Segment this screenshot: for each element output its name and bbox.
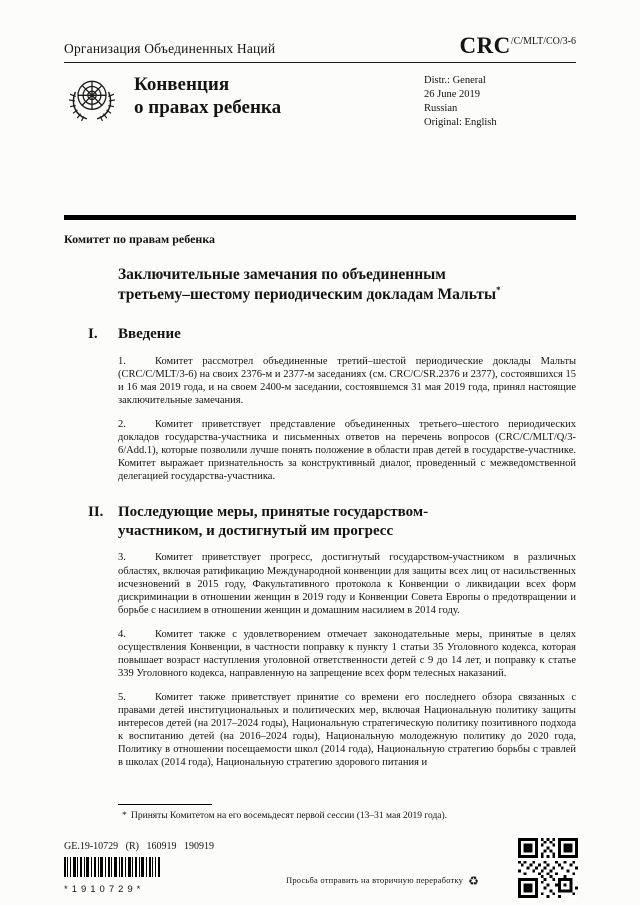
paragraph-4-text: Комитет также с удовлетворением отмечает законодательные меры, принятые в целях осуществления Конвенции, в частности поправку к пункту 1 статьи 35 Уголовного кодекса, которая повышает возраст наступления уголовной ответственности детей с 9 до 14 лет, и поправку к статье 339 Уголовного кодекса, направленную на запрещение всех форм телесных наказаний.: [118, 628, 576, 679]
paragraph-2: [118, 418, 576, 483]
title-footnote-marker: *: [496, 285, 501, 296]
paragraph-1: [118, 355, 576, 407]
paragraph-3-text: Комитет приветствует прогресс, достигнутый государством-участником в различных областях, включая ратификацию Международной конвенции для защиты всех лиц от насильственных исчезновений в 2015 году, Факультативного протокола к Конвенции о ликвидации всех форм дискриминации в отношении женщин в 2019 году и Конвенции Совета Европы о предотвращении и борьбе с насилием в отношении женщин и домашним насилием в 2014 году.: [118, 552, 576, 616]
barcode-text: *1910729*: [64, 884, 145, 895]
paragraph-4: [118, 628, 576, 680]
document-symbol-prefix: CRC: [459, 33, 511, 58]
footnote-text: Приняты Комитетом на его восемьдесят первой сессии (13–31 мая 2019 года).: [131, 811, 448, 821]
section-1-number: I.: [88, 326, 98, 343]
barcode-block: [64, 857, 164, 895]
document-header: [64, 34, 576, 63]
footnote: [118, 804, 548, 822]
paragraph-3-number: 3.: [118, 552, 126, 564]
section-2-heading: [64, 503, 576, 541]
section-1-heading: [64, 325, 576, 344]
qr-code-icon: [518, 838, 578, 898]
distribution-date: 26 June 2019: [424, 88, 480, 100]
paragraph-1-number: 1.: [118, 355, 126, 367]
footnote-marker: *: [122, 811, 127, 821]
ge-reference-number: GE.19-10729 (R) 160919 190919: [64, 841, 214, 852]
document-symbol: [459, 34, 576, 57]
section-1-title: Введение: [118, 326, 181, 343]
paragraph-2-text: Комитет приветствует представление объединенных третьего–шестого периодических докладов государства-участника и письменных ответов на перечень вопросов (CRC/C/MLT/Q/3-6/Add.1), которые позволили лучше понять положение в области прав детей в государстве-участнике. Комитет выражает признательность за конструктивный диалог, проведенный с межведомственной делегацией государства-участника.: [118, 418, 576, 482]
recycle-note: [286, 874, 479, 889]
un-organization-name: Организация Объединенных Наций: [64, 41, 276, 56]
masthead: [64, 72, 576, 129]
distribution-type: Distr.: General: [424, 75, 486, 86]
paragraph-5-number: 5.: [118, 691, 126, 703]
document-title-text: Заключительные замечания по объединенным третьему–шестому периодическим докладам Мальты: [118, 266, 497, 304]
paragraph-2-number: 2.: [118, 418, 126, 430]
barcode-icon: [64, 857, 160, 877]
paragraph-5-text: Комитет также приветствует принятие со времени его последнего обзора связанных с правами детей институциональных и политических мер, включая Национальную политику защиты интересов детей (на 2017–2024 годы), Национальную стратегическую политику позитивного подхода к воспитанию детей (на 2016–2024 годы), Национальную молодежную политику до 2020 года, Политику в отношении посещаемости школ (2014 года), Национальную стратегию борьбы с травлей в школах (2014 года), Национальную стратегию здорового питания и: [118, 691, 576, 768]
un-emblem-icon: [64, 72, 122, 128]
footnote-rule: [118, 804, 212, 805]
committee-name: Комитет по правам ребенка: [64, 232, 216, 247]
footnote-line: [118, 810, 548, 822]
header-divider-bar: [64, 215, 576, 220]
distribution-block: [424, 72, 576, 129]
paragraph-3: [118, 551, 576, 616]
document-symbol-suffix: /C/MLT/CO/3-6: [510, 36, 576, 47]
document-title: [118, 265, 518, 305]
publication-title: [134, 72, 424, 119]
paragraph-5: [118, 691, 576, 769]
section-2-title: Последующие меры, принятые государством-участником, и достигнутый им прогресс: [118, 503, 429, 539]
document-language: Russian: [424, 102, 458, 114]
publication-title-line1: Конвенция: [134, 74, 230, 95]
recycle-icon: ♻: [468, 874, 480, 888]
original-language: Original: English: [424, 116, 497, 128]
publication-title-line2: о правах ребенка: [134, 97, 282, 119]
recycle-text: Просьба отправить на вторичную переработку: [286, 875, 464, 885]
paragraph-4-number: 4.: [118, 628, 126, 640]
paragraph-1-text: Комитет рассмотрел объединенные третий–шестой периодические доклады Мальты (CRC/C/MLT/3-6) на своих 2376-м и 2377-м заседаниях (см. CRC/C/SR.2376 и 2377), состоявшихся 15 и 16 мая 2019 года, и на своем 2400-м заседании, состоявшемся 31 мая 2019 года, принял настоящие заключительные замечания.: [118, 355, 576, 406]
section-2-number: II.: [88, 503, 104, 520]
